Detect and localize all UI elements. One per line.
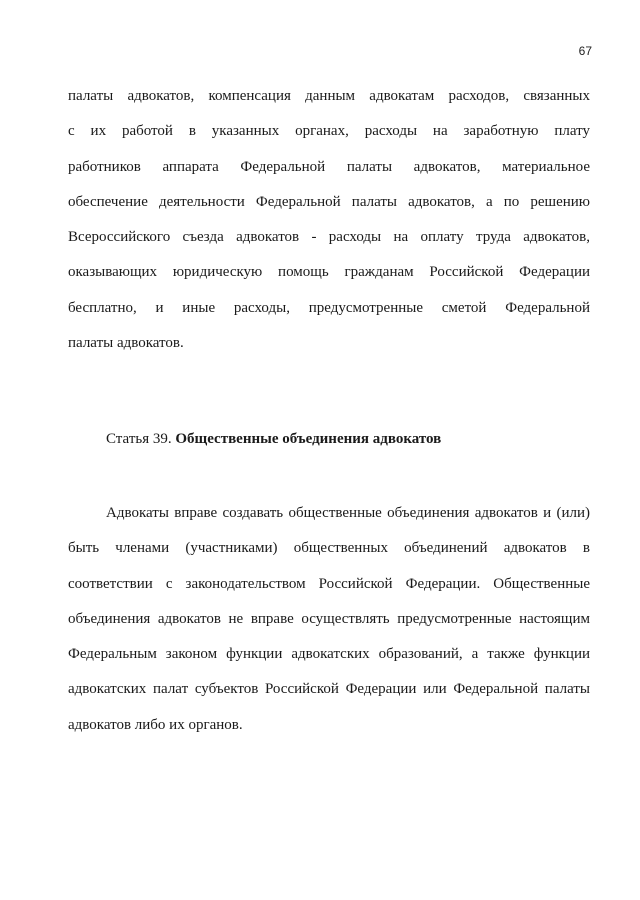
article-heading (106, 427, 441, 451)
paragraph-line: палаты адвокатов. (68, 335, 184, 352)
paragraph-line: обеспечение деятельности Федеральной палаты адвокатов, а по решению (68, 193, 590, 210)
paragraph-line: с их работой в указанных органах, расходы на заработную плату (68, 123, 590, 140)
paragraph-line: работников аппарата Федеральной палаты адвокатов, материальное (68, 158, 590, 175)
paragraph-line: оказывающих юридическую помощь гражданам Российской Федерации (68, 264, 590, 281)
paragraph-line: Федеральным законом функции адвокатских образований, а также функции (68, 646, 590, 663)
article-body-paragraph (68, 496, 590, 743)
paragraph-line: палаты адвокатов, компенсация данным адвокатам расходов, связанных (68, 88, 590, 104)
paragraph-line: Адвокаты вправе создавать общественные объединения адвокатов и (или) (106, 505, 590, 521)
paragraph-line: объединения адвокатов не вправе осуществлять предусмотренные настоящим (68, 610, 590, 627)
article-title: Общественные объединения адвокатов (175, 431, 442, 447)
paragraph-line: быть членами (участниками) общественных объединений адвокатов в (68, 540, 590, 557)
paragraph-line: Всероссийского съезда адвокатов - расходы на оплату труда адвокатов, (68, 229, 590, 246)
page-number: 67 (578, 44, 592, 58)
paragraph-line: адвокатских палат субъектов Российской Федерации или Федеральной палаты (68, 681, 590, 698)
paragraph-continuation (68, 79, 590, 361)
paragraph-line: бесплатно, и иные расходы, предусмотренные сметой Федеральной (68, 299, 590, 316)
paragraph-line: соответствии с законодательством Российской Федерации. Общественные (68, 575, 590, 592)
article-label: Статья 39. (106, 431, 172, 447)
paragraph-line: адвокатов либо их органов. (68, 716, 243, 733)
